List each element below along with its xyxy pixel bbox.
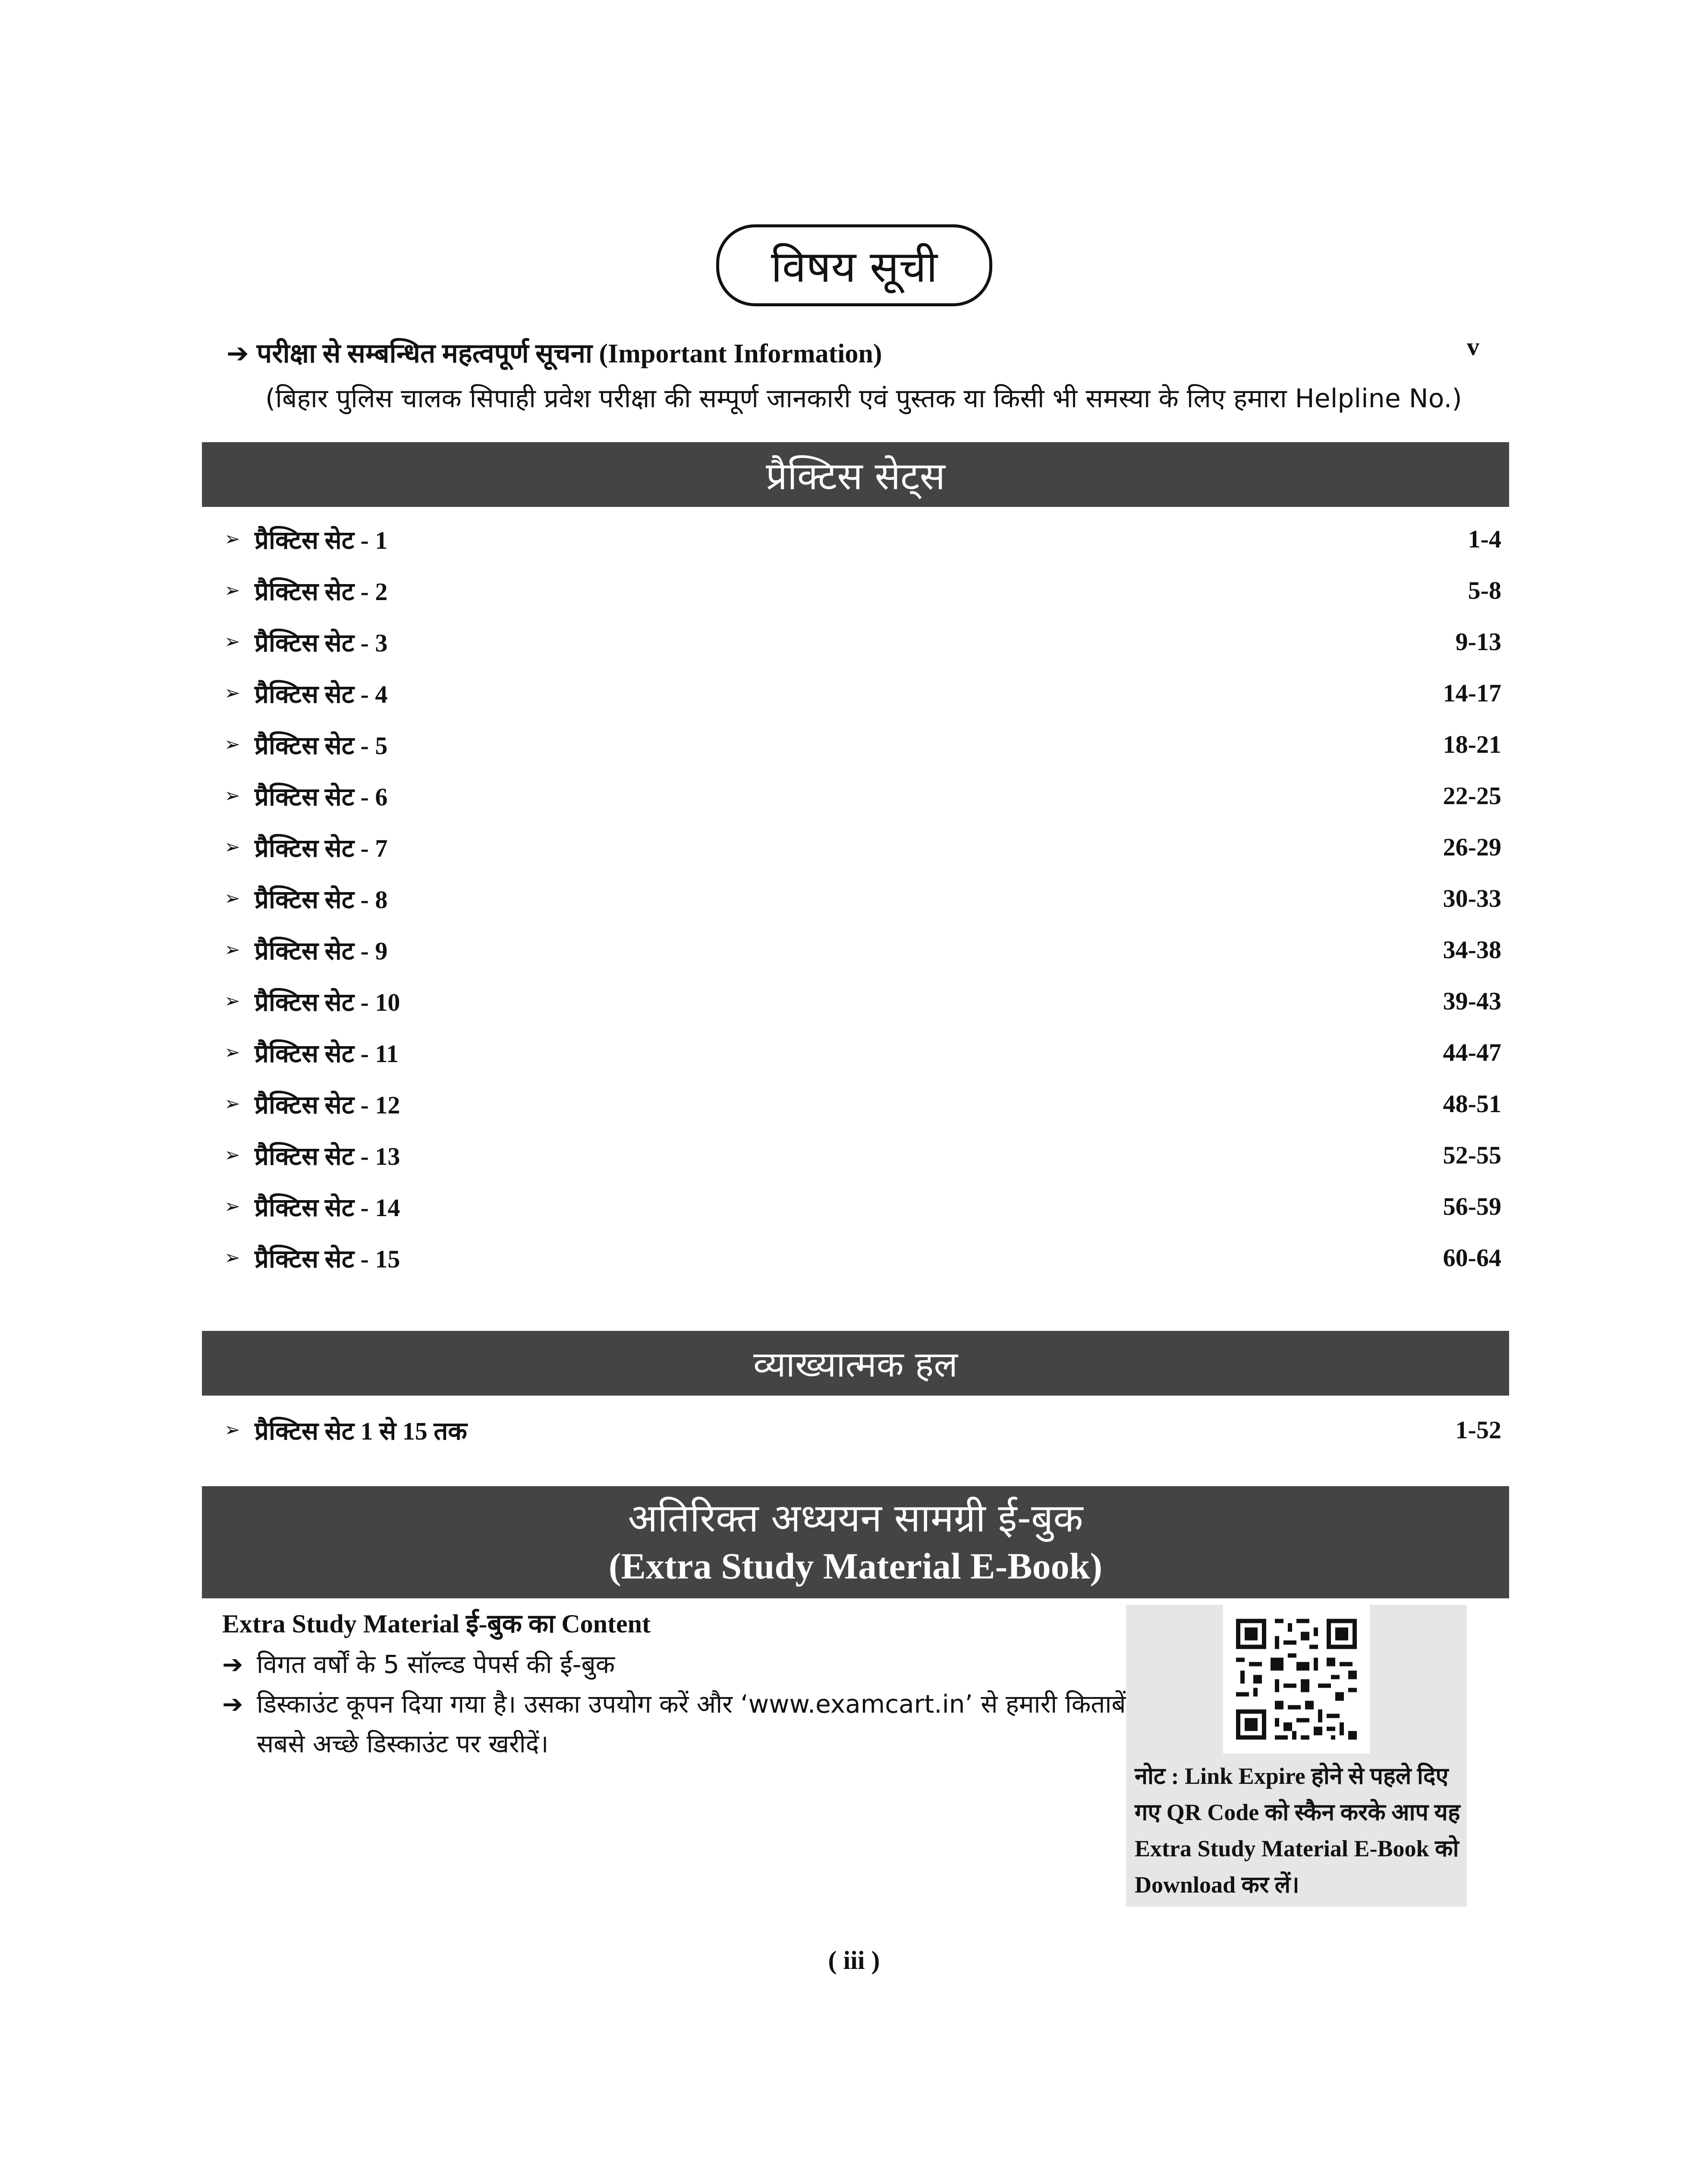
- extra-material-content: [222, 1605, 1128, 1764]
- toc-entry[interactable]: [224, 821, 1501, 873]
- toc-entry[interactable]: [224, 1232, 1501, 1283]
- toc-entry-pages: 34-38: [1443, 936, 1501, 964]
- triangle-bullet-icon: ➢: [224, 1041, 240, 1063]
- triangle-bullet-icon: ➢: [224, 1144, 240, 1166]
- qr-note-panel: [1126, 1605, 1467, 1907]
- toc-entry[interactable]: [224, 667, 1501, 719]
- triangle-bullet-icon: ➢: [224, 939, 240, 961]
- page-title: [716, 224, 992, 306]
- toc-entry[interactable]: [224, 873, 1501, 924]
- toc-entry-label: प्रैक्टिस सेट - 14: [255, 1194, 400, 1222]
- right-arrow-icon: ➔: [222, 1650, 243, 1679]
- toc-entry-pages: 26-29: [1443, 833, 1501, 861]
- toc-entry[interactable]: [224, 1078, 1501, 1129]
- toc-entry-label-group: [224, 522, 387, 556]
- solutions-section-header: [202, 1331, 1509, 1396]
- toc-entry-label: प्रैक्टिस सेट - 12: [255, 1091, 400, 1119]
- toc-entry-pages: 60-64: [1443, 1244, 1501, 1272]
- practice-sets-heading: प्रैक्टिस सेट्स: [766, 454, 945, 498]
- qr-note-text: नोट : Link Expire होने से पहले दिए गए QR Code को स्कैन करके आप यह Extra Study Material E-Book को Download कर लें।: [1135, 1763, 1460, 1898]
- extra-material-section-header: [202, 1486, 1509, 1598]
- extra-content-item: [222, 1644, 1128, 1684]
- toc-entry-label: प्रैक्टिस सेट - 7: [255, 834, 388, 862]
- toc-entry[interactable]: [224, 1181, 1501, 1232]
- toc-entry-pages: 22-25: [1443, 782, 1501, 810]
- toc-entry-label-group: [224, 779, 387, 813]
- toc-entry-label: प्रैक्टिस सेट - 13: [255, 1142, 400, 1170]
- important-info-note: (बिहार पुलिस चालक सिपाही प्रवेश परीक्षा की सम्पूर्ण जानकारी एवं पुस्तक या किसी भी समस्या के लिए हमारा Helpline No.): [265, 384, 1462, 414]
- toc-entry-label: प्रैक्टिस सेट - 11: [255, 1040, 399, 1068]
- triangle-bullet-icon: ➢: [224, 836, 240, 858]
- toc-entry-pages: 30-33: [1443, 884, 1501, 912]
- toc-entry-label-group: [224, 625, 387, 659]
- toc-entry-label: प्रैक्टिस सेट - 5: [255, 732, 388, 760]
- practice-sets-list: [224, 513, 1501, 1283]
- toc-entry-label: प्रैक्टिस सेट - 10: [255, 988, 400, 1016]
- triangle-bullet-icon: ➢: [224, 1419, 240, 1441]
- toc-entry[interactable]: [224, 975, 1501, 1027]
- toc-entry-label: प्रैक्टिस सेट - 3: [255, 629, 388, 657]
- toc-entry-label-group: [224, 933, 387, 967]
- triangle-bullet-icon: ➢: [224, 1247, 240, 1269]
- toc-entry-label: प्रैक्टिस सेट - 15: [255, 1245, 400, 1273]
- toc-entry-pages: 52-55: [1443, 1141, 1501, 1169]
- toc-entry-label-group: [224, 676, 387, 710]
- practice-sets-section-header: [202, 442, 1509, 507]
- toc-entry-label: प्रैक्टिस सेट 1 से 15 तक: [255, 1417, 467, 1445]
- toc-entry-label: प्रैक्टिस सेट - 1: [255, 526, 388, 554]
- toc-entry-pages: 1-52: [1455, 1416, 1501, 1444]
- toc-entry[interactable]: [224, 770, 1501, 821]
- toc-entry-label-group: [224, 830, 387, 864]
- toc-entry-label-group: [224, 573, 387, 607]
- toc-entry-label: प्रैक्टिस सेट - 2: [255, 578, 388, 606]
- toc-entry-pages: 48-51: [1443, 1090, 1501, 1118]
- toc-entry-pages: 1-4: [1468, 525, 1501, 553]
- extra-content-heading: Extra Study Material ई-बुक का Content: [222, 1610, 651, 1638]
- page-number: ( iii ): [828, 1946, 880, 1975]
- triangle-bullet-icon: ➢: [224, 1093, 240, 1115]
- toc-entry[interactable]: [224, 513, 1501, 565]
- right-arrow-icon: ➔: [226, 337, 249, 369]
- triangle-bullet-icon: ➢: [224, 990, 240, 1012]
- toc-entry[interactable]: [224, 719, 1501, 770]
- toc-entry-label-group: [224, 1189, 400, 1223]
- toc-entry[interactable]: [224, 565, 1501, 616]
- triangle-bullet-icon: ➢: [224, 1195, 240, 1217]
- toc-entry-label-group: [224, 1087, 400, 1121]
- important-info-page: v: [1467, 333, 1479, 361]
- toc-entry-label-group: [224, 727, 387, 761]
- toc-entry[interactable]: [224, 1027, 1501, 1078]
- toc-entry-pages: 5-8: [1468, 576, 1501, 604]
- triangle-bullet-icon: ➢: [224, 785, 240, 807]
- page-title-text: विषय सूची: [771, 242, 938, 292]
- toc-entry[interactable]: [224, 924, 1501, 975]
- extra-content-item-text: डिस्काउंट कूपन दिया गया है। उसका उपयोग करें और ‘www.examcart.in’ से हमारी किताबें सबसे अच्छे डिस्काउंट पर खरीदें।: [257, 1689, 1126, 1758]
- toc-entry-pages: 44-47: [1443, 1038, 1501, 1066]
- toc-entry-label-group: [224, 984, 400, 1018]
- toc-entry-label-group: [224, 1138, 400, 1172]
- toc-entry-pages: 56-59: [1443, 1192, 1501, 1220]
- triangle-bullet-icon: ➢: [224, 887, 240, 909]
- toc-entry-pages: 9-13: [1455, 628, 1501, 656]
- extra-heading-english: (Extra Study Material E-Book): [608, 1545, 1103, 1587]
- toc-entry-label-group: [224, 1241, 400, 1275]
- toc-entry-label-group: [224, 881, 387, 915]
- important-info-label: परीक्षा से सम्बन्धित महत्वपूर्ण सूचना (Important Information): [257, 339, 882, 368]
- toc-entry[interactable]: [224, 616, 1501, 667]
- toc-entry-label: प्रैक्टिस सेट - 4: [255, 680, 388, 708]
- triangle-bullet-icon: ➢: [224, 579, 240, 601]
- toc-entry-label-group: [224, 1413, 467, 1447]
- triangle-bullet-icon: ➢: [224, 631, 240, 653]
- solutions-list: [224, 1404, 1501, 1456]
- important-info-entry[interactable]: [226, 334, 1478, 371]
- toc-entry-label: प्रैक्टिस सेट - 9: [255, 937, 388, 965]
- extra-heading-hindi: अतिरिक्त अध्ययन सामग्री ई-बुक: [628, 1496, 1083, 1541]
- triangle-bullet-icon: ➢: [224, 528, 240, 550]
- toc-entry-pages: 14-17: [1443, 679, 1501, 707]
- extra-content-item: [222, 1684, 1128, 1764]
- right-arrow-icon: ➔: [222, 1689, 243, 1719]
- triangle-bullet-icon: ➢: [224, 733, 240, 755]
- triangle-bullet-icon: ➢: [224, 682, 240, 704]
- qr-code-icon[interactable]: [1223, 1605, 1370, 1754]
- extra-content-item-text: विगत वर्षों के 5 सॉल्व्ड पेपर्स की ई-बुक: [257, 1650, 615, 1679]
- toc-entry-pages: 18-21: [1443, 730, 1501, 758]
- toc-entry-label-group: [224, 1035, 399, 1069]
- solutions-heading: व्याख्यात्मक हल: [753, 1344, 958, 1385]
- toc-entry[interactable]: [224, 1404, 1501, 1456]
- toc-entry-label: प्रैक्टिस सेट - 8: [255, 886, 388, 914]
- toc-entry-label: प्रैक्टिस सेट - 6: [255, 783, 388, 811]
- toc-entry-pages: 39-43: [1443, 987, 1501, 1015]
- toc-entry[interactable]: [224, 1129, 1501, 1181]
